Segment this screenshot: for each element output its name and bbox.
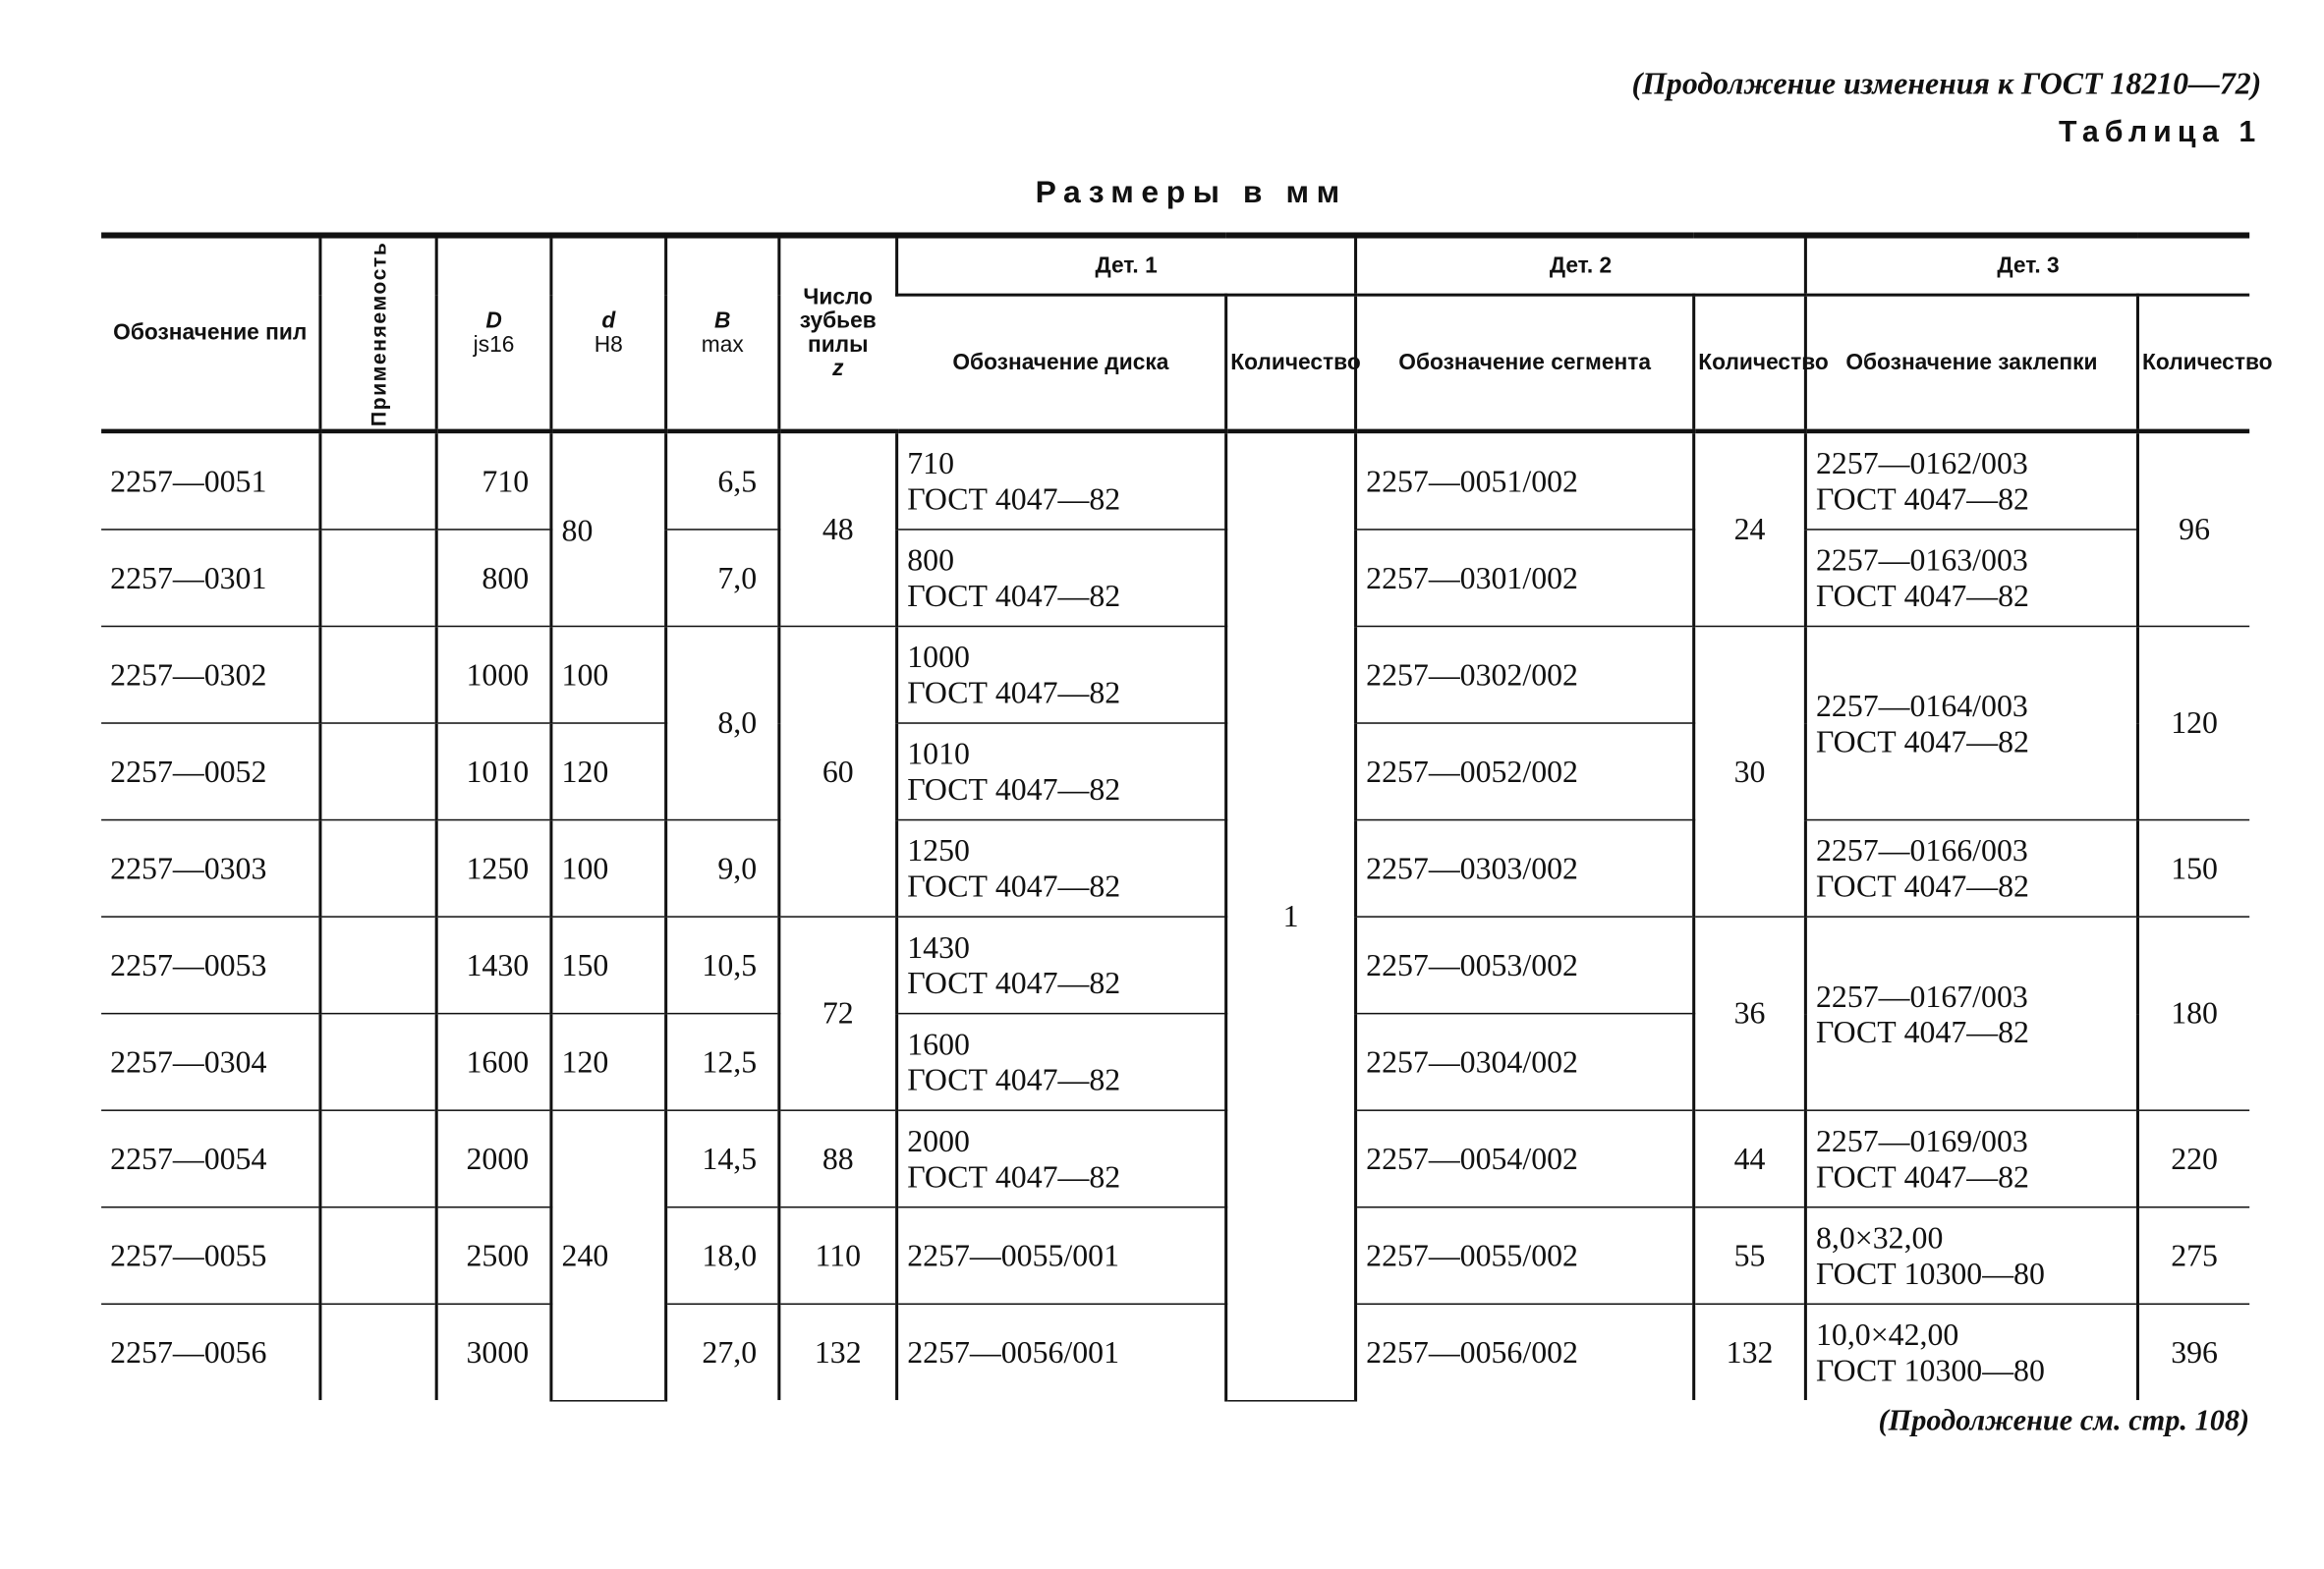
- cell-det3-qty: 220: [2137, 1111, 2249, 1208]
- cell-det3-qty: 180: [2137, 918, 2249, 1111]
- cell-teeth: 60: [779, 627, 897, 918]
- col-det3: Дет. 3: [1805, 236, 2249, 296]
- cell-det2-designation: 2257—0052/002: [1356, 724, 1694, 821]
- cell-applicability: [320, 1305, 436, 1401]
- col-det1-qty: Количество: [1226, 296, 1356, 432]
- cell-det1-designation: 1250 ГОСТ 4047—82: [897, 820, 1226, 918]
- D-label: D: [485, 308, 502, 334]
- cell-D: 1000: [436, 627, 551, 724]
- cell-D: 1430: [436, 918, 551, 1015]
- cell-B: 9,0: [666, 820, 779, 918]
- col-teeth: [779, 236, 897, 432]
- cell-D: 1010: [436, 724, 551, 821]
- cell-applicability: [320, 724, 436, 821]
- table-row: [101, 531, 2249, 628]
- cell-det2-qty: 36: [1694, 918, 1806, 1111]
- cell-det3-designation: 8,0×32,00 ГОСТ 10300—80: [1805, 1207, 2137, 1305]
- cell-teeth: 72: [779, 918, 897, 1111]
- cell-det1-designation: 1010 ГОСТ 4047—82: [897, 724, 1226, 821]
- cell-designation: 2257—0302: [101, 627, 320, 724]
- table-row: [101, 627, 2249, 724]
- cell-designation: 2257—0051: [101, 431, 320, 530]
- cell-B: 18,0: [666, 1207, 779, 1305]
- cell-designation: 2257—0053: [101, 918, 320, 1015]
- cell-det2-designation: 2257—0302/002: [1356, 627, 1694, 724]
- cell-D: 710: [436, 431, 551, 530]
- col-det2-designation: Обозначение сегмента: [1356, 296, 1694, 432]
- cell-designation: 2257—0052: [101, 724, 320, 821]
- cell-applicability: [320, 820, 436, 918]
- cell-B: 12,5: [666, 1014, 779, 1111]
- B-label: B: [714, 308, 731, 334]
- teeth-label: Число зубьев пилы: [799, 284, 877, 359]
- cell-D: 3000: [436, 1305, 551, 1401]
- cell-D: 2500: [436, 1207, 551, 1305]
- cell-det2-designation: 2257—0051/002: [1356, 431, 1694, 530]
- cell-d: 120: [551, 1014, 666, 1111]
- table-label: Таблица 1: [2059, 116, 2262, 149]
- saw-parts-table: [101, 232, 2273, 1401]
- cell-det2-qty: 55: [1694, 1207, 1806, 1305]
- table-body: [101, 431, 2249, 1400]
- cell-designation: 2257—0055: [101, 1207, 320, 1305]
- cell-applicability: [320, 431, 436, 530]
- col-det3-designation: Обозначение заклепки: [1805, 296, 2137, 432]
- cell-designation: 2257—0056: [110, 1334, 267, 1372]
- cell-det2-qty: 24: [1694, 431, 1806, 627]
- table-row: [101, 1111, 2249, 1208]
- col-det1: Дет. 1: [897, 236, 1356, 296]
- cell-teeth: 48: [779, 431, 897, 627]
- cell-applicability: [320, 918, 436, 1015]
- col-applicability: [320, 236, 436, 432]
- continuation-header: (Продолжение изменения к ГОСТ 18210—72): [1631, 65, 2262, 102]
- cell-det3-designation: 2257—0166/003 ГОСТ 4047—82: [1805, 820, 2137, 918]
- col-B: [666, 236, 779, 432]
- B-sub: max: [701, 332, 744, 359]
- cell-D: 1600: [436, 1014, 551, 1111]
- cell-d: 120: [551, 724, 666, 821]
- table-row: [101, 820, 2249, 918]
- table-row: [101, 431, 2249, 530]
- cell-det2-designation: 2257—0304/002: [1356, 1014, 1694, 1111]
- col-det2: Дет. 2: [1356, 236, 1806, 296]
- cell-designation: 2257—0303: [101, 820, 320, 918]
- cell-det1-designation: 710 ГОСТ 4047—82: [897, 431, 1226, 530]
- cell-D: 800: [436, 531, 551, 628]
- cell-det1-designation: 800 ГОСТ 4047—82: [897, 531, 1226, 628]
- cell-d: 100: [551, 627, 666, 724]
- cell-D: 1250: [436, 820, 551, 918]
- cell-det3-designation: 2257—0169/003 ГОСТ 4047—82: [1805, 1111, 2137, 1208]
- cell-B: 7,0: [666, 531, 779, 628]
- d-sub: H8: [594, 332, 623, 359]
- cell-det1-designation: 1600 ГОСТ 4047—82: [897, 1014, 1226, 1111]
- cell-det3-qty: 275: [2137, 1207, 2249, 1305]
- cell-applicability: [320, 1014, 436, 1111]
- applicability-label: Применяемость: [366, 241, 391, 427]
- cell-det3-designation: 2257—0164/003 ГОСТ 4047—82: [1805, 627, 2137, 820]
- cell-teeth: 110: [779, 1207, 897, 1305]
- table-row: [101, 918, 2249, 1015]
- cell-det2-designation: 2257—0053/002: [1356, 918, 1694, 1015]
- col-det2-qty: Количество: [1694, 296, 1806, 432]
- cell-applicability: [320, 627, 436, 724]
- cell-det2-qty: 30: [1694, 627, 1806, 918]
- cell-det2-designation: 2257—0301/002: [1356, 531, 1694, 628]
- cell-d: 240: [551, 1111, 666, 1401]
- cell-d: 80: [551, 431, 666, 627]
- teeth-sub: z: [832, 356, 844, 382]
- cell-d: 100: [551, 820, 666, 918]
- cell-designation: 2257—0054: [101, 1111, 320, 1208]
- cell-det3-designation: 2257—0163/003 ГОСТ 4047—82: [1805, 531, 2137, 628]
- cell-designation: 2257—0301: [101, 531, 320, 628]
- cell-det3-qty: 120: [2137, 627, 2249, 820]
- cell-B: 6,5: [666, 431, 779, 530]
- continuation-footer: (Продолжение см. стр. 108): [1878, 1404, 2250, 1437]
- cell-B: 14,5: [666, 1111, 779, 1208]
- cell-B: 10,5: [666, 918, 779, 1015]
- cell-det2-designation: 2257—0054/002: [1356, 1111, 1694, 1208]
- table-row: [101, 1305, 2249, 1401]
- col-det3-qty: Количество: [2137, 296, 2249, 432]
- cell-applicability: [320, 531, 436, 628]
- D-sub: js16: [473, 332, 515, 359]
- cell-D: 2000: [436, 1111, 551, 1208]
- cell-applicability: [320, 1207, 436, 1305]
- d-label: d: [601, 308, 616, 334]
- cell-det3-designation: 2257—0162/003 ГОСТ 4047—82: [1805, 431, 2137, 530]
- cell-det3-designation: 10,0×42,00 ГОСТ 10300—80: [1805, 1305, 2137, 1401]
- cell-det1-designation: 2257—0056/001: [897, 1305, 1226, 1401]
- cell-det2-qty: 132: [1694, 1305, 1806, 1401]
- cell-det1-designation: 1000 ГОСТ 4047—82: [897, 627, 1226, 724]
- cell-B: 27,0: [666, 1305, 779, 1401]
- cell-det3-qty: 96: [2137, 431, 2249, 627]
- cell-det3-designation: 2257—0167/003 ГОСТ 4047—82: [1805, 918, 2137, 1111]
- col-designation: Обозначение пил: [101, 236, 320, 432]
- col-det1-designation: Обозначение диска: [897, 296, 1226, 432]
- cell-det2-designation: 2257—0056/002: [1356, 1305, 1694, 1401]
- cell-det1-designation: 1430 ГОСТ 4047—82: [897, 918, 1226, 1015]
- cell-teeth: 88: [779, 1111, 897, 1208]
- cell-B: 8,0: [666, 627, 779, 820]
- col-D: [436, 236, 551, 432]
- cell-d: 150: [551, 918, 666, 1015]
- cell-det1-designation: 2000 ГОСТ 4047—82: [897, 1111, 1226, 1208]
- cell-designation: 2257—0304: [101, 1014, 320, 1111]
- units-caption: Размеры в мм: [1035, 175, 1347, 210]
- cell-det2-qty: 44: [1694, 1111, 1806, 1208]
- cell-applicability: [320, 1111, 436, 1208]
- cell-det3-qty: 150: [2137, 820, 2249, 918]
- cell-det1-qty: 1: [1226, 431, 1356, 1400]
- cell-det2-designation: 2257—0303/002: [1356, 820, 1694, 918]
- cell-det2-designation: 2257—0055/002: [1356, 1207, 1694, 1305]
- cell-det1-designation: 2257—0055/001: [897, 1207, 1226, 1305]
- table-row: [101, 1207, 2249, 1305]
- col-d: [551, 236, 666, 432]
- cell-det3-qty: 396: [2137, 1305, 2249, 1401]
- cell-teeth: 132: [779, 1305, 897, 1401]
